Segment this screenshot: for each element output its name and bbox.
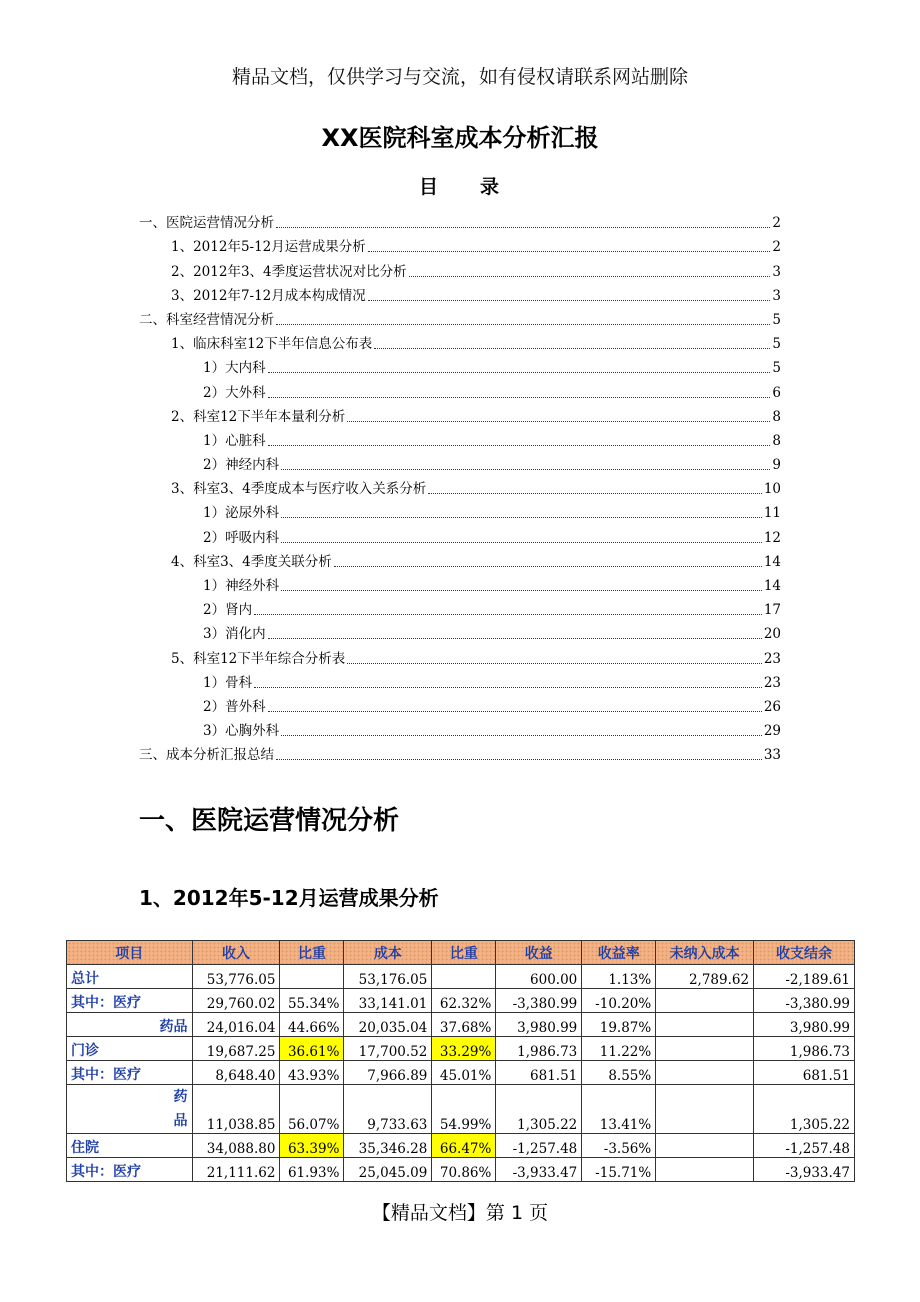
- toc-heading-char-1: 目: [418, 176, 440, 198]
- row-label: 其中：医疗: [67, 989, 193, 1013]
- toc-entry-label: 3）消化内: [203, 626, 266, 643]
- toc-entry[interactable]: [139, 740, 781, 764]
- toc-heading: [0, 172, 920, 199]
- toc-leader-dots: [268, 397, 771, 398]
- toc-entry-page: 33: [763, 747, 781, 764]
- table-cell: -15.71%: [582, 1158, 656, 1182]
- toc-entry-label: 1、2012年5-12月运营成果分析: [171, 239, 366, 256]
- toc-leader-dots: [268, 711, 762, 712]
- toc-entry-label: 5、科室12下半年综合分析表: [171, 650, 346, 667]
- table-cell: 37.68%: [432, 1013, 496, 1037]
- table-cell: 3,980.99: [496, 1013, 582, 1037]
- page-footer: 【精品文档】第 1 页: [371, 1202, 549, 1224]
- toc-entry-page: 5: [772, 360, 781, 377]
- table-cell: 61.93%: [280, 1158, 344, 1182]
- table-of-contents: [139, 208, 781, 764]
- toc-entry[interactable]: [139, 547, 781, 571]
- table-cell: -10.20%: [582, 989, 656, 1013]
- toc-leader-dots: [347, 663, 762, 664]
- table-cell: 19,687.25: [192, 1037, 280, 1061]
- toc-entry-page: 5: [772, 311, 781, 328]
- toc-leader-dots: [281, 590, 762, 591]
- toc-leader-dots: [268, 445, 771, 446]
- column-header: 比重: [280, 941, 344, 965]
- subsection-heading: 1、2012年5-12月运营成果分析: [139, 886, 439, 910]
- toc-entry-label: 2）普外科: [203, 698, 266, 715]
- highlighted-cell: 33.29%: [432, 1037, 496, 1061]
- toc-leader-dots: [347, 421, 770, 422]
- table-cell: 35,346.28: [344, 1134, 432, 1158]
- toc-heading-char-2: 录: [480, 176, 502, 198]
- column-header: 成本: [344, 941, 432, 965]
- toc-entry-page: 20: [763, 626, 781, 643]
- toc-entry[interactable]: [139, 232, 781, 256]
- toc-entry[interactable]: [139, 474, 781, 498]
- toc-leader-dots: [281, 735, 762, 736]
- toc-entry-page: 11: [763, 505, 781, 522]
- toc-entry-page: 14: [763, 553, 781, 570]
- column-header: 项目: [67, 941, 193, 965]
- toc-entry[interactable]: [139, 716, 781, 740]
- table-cell: 9,733.63: [344, 1085, 432, 1134]
- toc-entry-label: 1）心脏科: [203, 432, 266, 449]
- table-row: [67, 1037, 855, 1061]
- operating-results-table: [66, 940, 855, 1182]
- toc-entry[interactable]: [139, 571, 781, 595]
- toc-entry[interactable]: [139, 426, 781, 450]
- table-cell: 8,648.40: [192, 1061, 280, 1085]
- toc-entry-page: 6: [772, 384, 781, 401]
- table-row: [67, 1134, 855, 1158]
- table-cell: 56.07%: [280, 1085, 344, 1134]
- toc-leader-dots: [276, 227, 770, 228]
- table-row: [67, 1085, 855, 1134]
- table-cell: 70.86%: [432, 1158, 496, 1182]
- table-cell: 55.34%: [280, 989, 344, 1013]
- table-cell: 53,176.05: [344, 965, 432, 989]
- table-row: [67, 1158, 855, 1182]
- row-label-char: 品: [173, 1113, 188, 1129]
- row-label-stacked: [67, 1085, 193, 1134]
- toc-entry[interactable]: [139, 498, 781, 522]
- table-cell: -3,380.99: [754, 989, 855, 1013]
- toc-entry-label: 2）神经内科: [203, 457, 280, 474]
- toc-leader-dots: [368, 300, 771, 301]
- row-label: 总计: [67, 965, 193, 989]
- toc-entry-label: 3、2012年7-12月成本构成情况: [171, 287, 366, 304]
- table-cell: 25,045.09: [344, 1158, 432, 1182]
- table-cell: 53,776.05: [192, 965, 280, 989]
- row-label: 住院: [67, 1134, 193, 1158]
- table-cell: 17,700.52: [344, 1037, 432, 1061]
- column-header: 收益率: [582, 941, 656, 965]
- toc-entry-label: 2）肾内: [203, 602, 253, 619]
- toc-entry-page: 8: [772, 432, 781, 449]
- toc-entry[interactable]: [139, 256, 781, 280]
- table-cell: -3.56%: [582, 1134, 656, 1158]
- table-row: [67, 1061, 855, 1085]
- toc-entry-label: 1）泌尿外科: [203, 505, 280, 522]
- table-cell: [656, 1037, 754, 1061]
- table-cell: 62.32%: [432, 989, 496, 1013]
- table-cell: 20,035.04: [344, 1013, 432, 1037]
- toc-entry[interactable]: [139, 668, 781, 692]
- table-row: [67, 1013, 855, 1037]
- toc-leader-dots: [281, 542, 762, 543]
- column-header: 未纳入成本: [656, 941, 754, 965]
- toc-entry[interactable]: [139, 281, 781, 305]
- watermark-banner: 精品文档，仅供学习与交流，如有侵权请联系网站删除: [231, 66, 688, 88]
- table-cell: 13.41%: [582, 1085, 656, 1134]
- table-cell: 11.22%: [582, 1037, 656, 1061]
- row-label-char: 药: [173, 1089, 188, 1105]
- table-cell: [656, 1134, 754, 1158]
- toc-entry-page: 12: [763, 529, 781, 546]
- toc-entry-label: 4、科室3、4季度关联分析: [171, 553, 332, 570]
- toc-entry[interactable]: [139, 643, 781, 667]
- toc-entry-page: 3: [772, 263, 781, 280]
- toc-entry-label: 1、临床科室12下半年信息公布表: [171, 336, 373, 353]
- table-cell: 54.99%: [432, 1085, 496, 1134]
- table-row: [67, 965, 855, 989]
- table-cell: [656, 1061, 754, 1085]
- toc-entry-page: 23: [763, 650, 781, 667]
- toc-entry-label: 2）呼吸内科: [203, 529, 280, 546]
- toc-entry-label: 二、科室经营情况分析: [139, 311, 274, 328]
- row-label: 药品: [67, 1013, 193, 1037]
- toc-entry-page: 2: [772, 215, 781, 232]
- table-cell: 34,088.80: [192, 1134, 280, 1158]
- row-label: 门诊: [67, 1037, 193, 1061]
- table-cell: -3,380.99: [496, 989, 582, 1013]
- toc-entry[interactable]: [139, 402, 781, 426]
- column-header: 收益: [496, 941, 582, 965]
- table-cell: 681.51: [496, 1061, 582, 1085]
- toc-entry-page: 10: [763, 481, 781, 498]
- toc-entry-page: 5: [772, 336, 781, 353]
- toc-entry-page: 17: [763, 602, 781, 619]
- row-label: 其中：医疗: [67, 1061, 193, 1085]
- table-cell: 24,016.04: [192, 1013, 280, 1037]
- toc-entry-label: 2、科室12下半年本量利分析: [171, 408, 346, 425]
- toc-entry[interactable]: [139, 522, 781, 546]
- table-cell: 7,966.89: [344, 1061, 432, 1085]
- toc-entry-page: 23: [763, 674, 781, 691]
- table-cell: 29,760.02: [192, 989, 280, 1013]
- table-cell: 1.13%: [582, 965, 656, 989]
- table-cell: 11,038.85: [192, 1085, 280, 1134]
- table-cell: [656, 1085, 754, 1134]
- toc-leader-dots: [281, 469, 770, 470]
- table-cell: 33,141.01: [344, 989, 432, 1013]
- highlighted-cell: 36.61%: [280, 1037, 344, 1061]
- toc-leader-dots: [374, 348, 770, 349]
- toc-entry[interactable]: [139, 377, 781, 401]
- toc-entry-page: 3: [772, 287, 781, 304]
- column-header: 比重: [432, 941, 496, 965]
- column-header: 收入: [192, 941, 280, 965]
- toc-entry[interactable]: [139, 692, 781, 716]
- table-cell: 21,111.62: [192, 1158, 280, 1182]
- section-heading: 一、医院运营情况分析: [139, 806, 400, 836]
- toc-entry-label: 1）大内科: [203, 360, 266, 377]
- toc-leader-dots: [281, 517, 762, 518]
- toc-entry-label: 3）心胸外科: [203, 723, 280, 740]
- toc-entry[interactable]: [139, 208, 781, 232]
- table-row: [67, 989, 855, 1013]
- highlighted-cell: 66.47%: [432, 1134, 496, 1158]
- table-cell: 19.87%: [582, 1013, 656, 1037]
- table-cell: 44.66%: [280, 1013, 344, 1037]
- toc-leader-dots: [268, 372, 771, 373]
- table-cell: [656, 1158, 754, 1182]
- toc-leader-dots: [276, 759, 762, 760]
- table-cell: 600.00: [496, 965, 582, 989]
- toc-entry-page: 29: [763, 723, 781, 740]
- toc-entry-label: 三、成本分析汇报总结: [139, 747, 274, 764]
- table-cell: [280, 965, 344, 989]
- table-cell: 1,986.73: [754, 1037, 855, 1061]
- table-cell: -1,257.48: [754, 1134, 855, 1158]
- toc-entry-label: 3、科室3、4季度成本与医疗收入关系分析: [171, 481, 427, 498]
- table-cell: 1,305.22: [754, 1085, 855, 1134]
- table-cell: 1,986.73: [496, 1037, 582, 1061]
- toc-entry[interactable]: [139, 595, 781, 619]
- column-header: 收支结余: [754, 941, 855, 965]
- table-cell: 681.51: [754, 1061, 855, 1085]
- toc-entry-page: 26: [763, 698, 781, 715]
- toc-entry-page: 2: [772, 239, 781, 256]
- table-cell: 2,789.62: [656, 965, 754, 989]
- toc-leader-dots: [334, 566, 762, 567]
- toc-entry-page: 8: [772, 408, 781, 425]
- toc-leader-dots: [268, 638, 762, 639]
- table-cell: [656, 989, 754, 1013]
- toc-entry-label: 一、医院运营情况分析: [139, 215, 274, 232]
- highlighted-cell: 63.39%: [280, 1134, 344, 1158]
- toc-leader-dots: [368, 251, 771, 252]
- row-label: 其中：医疗: [67, 1158, 193, 1182]
- toc-entry[interactable]: [139, 450, 781, 474]
- toc-entry-page: 9: [772, 457, 781, 474]
- toc-leader-dots: [254, 687, 762, 688]
- toc-leader-dots: [254, 614, 762, 615]
- table-cell: 43.93%: [280, 1061, 344, 1085]
- toc-entry[interactable]: [139, 619, 781, 643]
- toc-entry-label: 2）大外科: [203, 384, 266, 401]
- table-cell: 3,980.99: [754, 1013, 855, 1037]
- toc-entry-page: 14: [763, 578, 781, 594]
- table-cell: 1,305.22: [496, 1085, 582, 1134]
- toc-entry[interactable]: [139, 353, 781, 377]
- toc-entry[interactable]: [139, 305, 781, 329]
- toc-entry-label: 1）骨科: [203, 674, 253, 691]
- table-cell: -3,933.47: [496, 1158, 582, 1182]
- table-cell: 45.01%: [432, 1061, 496, 1085]
- table-cell: -3,933.47: [754, 1158, 855, 1182]
- toc-entry[interactable]: [139, 329, 781, 353]
- toc-entry-label: 2、2012年3、4季度运营状况对比分析: [171, 263, 407, 280]
- toc-leader-dots: [276, 324, 770, 325]
- toc-leader-dots: [409, 276, 771, 277]
- table-cell: 8.55%: [582, 1061, 656, 1085]
- table-cell: -1,257.48: [496, 1134, 582, 1158]
- toc-entry-label: 1）神经外科: [203, 578, 280, 594]
- toc-leader-dots: [428, 493, 762, 494]
- table-header-row: [67, 941, 855, 965]
- document-title: XX医院科室成本分析汇报: [321, 124, 599, 152]
- table-cell: -2,189.61: [754, 965, 855, 989]
- table-cell: [656, 1013, 754, 1037]
- table-cell: [432, 965, 496, 989]
